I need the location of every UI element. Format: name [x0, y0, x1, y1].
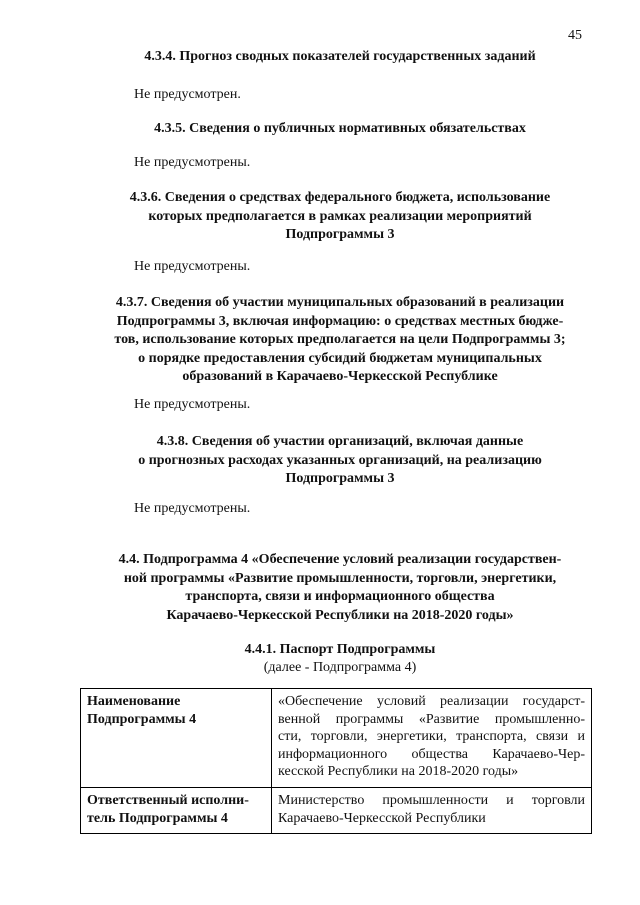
section-heading-4-3-6 — [95, 189, 585, 245]
value-line: венной программы «Развитие промышленно- — [278, 711, 585, 727]
label-line: Ответственный исполни- — [87, 792, 249, 808]
value-line: информационного общества Карачаево-Чер- — [278, 746, 585, 762]
row-label-name — [81, 689, 272, 788]
heading-line: Подпрограммы 3 — [285, 471, 395, 486]
passport-subtitle: (далее - Подпрограмма 4) — [263, 660, 417, 675]
heading-line: о порядке предоставления субсидий бюджетам муниципальных — [138, 350, 542, 366]
heading-line: 4.3.4. Прогноз сводных показателей государственных заданий — [144, 49, 536, 64]
heading-line: образований в Карачаево-Черкесской Республике — [182, 369, 498, 384]
section-heading-4-3-4 — [95, 48, 585, 67]
section-heading-4-4 — [95, 551, 585, 625]
heading-line: 4.4. Подпрограмма 4 «Обеспечение условий реализации государствен- — [118, 552, 562, 567]
heading-line: ной программы «Развитие промышленности, торговли, энергетики, — [123, 570, 557, 586]
heading-line: о прогнозных расходах указанных организаций, на реализацию — [138, 452, 542, 468]
table-row — [81, 689, 592, 788]
label-line: Подпрограммы 4 — [87, 711, 197, 727]
section-note-4-3-7: Не предусмотрены. — [134, 397, 251, 412]
section-heading-4-3-7 — [95, 294, 585, 387]
section-note-4-3-5: Не предусмотрены. — [134, 155, 251, 170]
heading-line: Подпрограммы 3, включая информацию: о средствах местных бюдже- — [116, 313, 564, 329]
heading-line: 4.3.5. Сведения о публичных нормативных обязательствах — [154, 121, 526, 136]
row-label-executor — [81, 787, 272, 833]
heading-line: тов, использование которых предполагается на цели Подпрограммы 3; — [114, 332, 566, 347]
heading-line: транспорта, связи и информационного общества — [185, 589, 495, 604]
section-heading-4-3-8 — [95, 433, 585, 489]
passport-title: 4.4.1. Паспорт Подпрограммы — [244, 642, 436, 657]
heading-line: Подпрограммы 3 — [285, 227, 395, 242]
section-heading-4-3-5 — [95, 120, 585, 139]
heading-line: 4.3.7. Сведения об участии муниципальных образований в реализации — [115, 295, 565, 310]
value-line: сти, торговли, энергетики, транспорта, связи и — [278, 729, 585, 745]
passport-table — [80, 688, 592, 834]
value-line: кесской Республики на 2018-2020 годы» — [278, 764, 519, 780]
value-line: Карачаево-Черкесской Республики — [278, 810, 486, 826]
heading-line: Карачаево-Черкесской Республики на 2018-2020 годы» — [166, 607, 514, 623]
value-line: Министерство промышленности и торговли — [278, 792, 585, 808]
label-line: тель Подпрограммы 4 — [87, 810, 228, 826]
table-row — [81, 787, 592, 833]
row-value-name — [272, 689, 592, 788]
passport-heading — [95, 641, 585, 677]
section-note-4-3-4: Не предусмотрен. — [134, 87, 241, 102]
section-note-4-3-6: Не предусмотрены. — [134, 259, 251, 274]
value-line: «Обеспечение условий реализации государст- — [278, 694, 585, 709]
label-line: Наименование — [87, 694, 181, 709]
heading-line: которых предполагается в рамках реализации мероприятий — [148, 208, 532, 224]
heading-line: 4.3.8. Сведения об участии организаций, включая данные — [156, 434, 524, 449]
row-value-executor — [272, 787, 592, 833]
page-number: 45 — [568, 28, 582, 43]
section-note-4-3-8: Не предусмотрены. — [134, 501, 251, 516]
heading-line: 4.3.6. Сведения о средствах федерального бюджета, использование — [129, 190, 551, 205]
